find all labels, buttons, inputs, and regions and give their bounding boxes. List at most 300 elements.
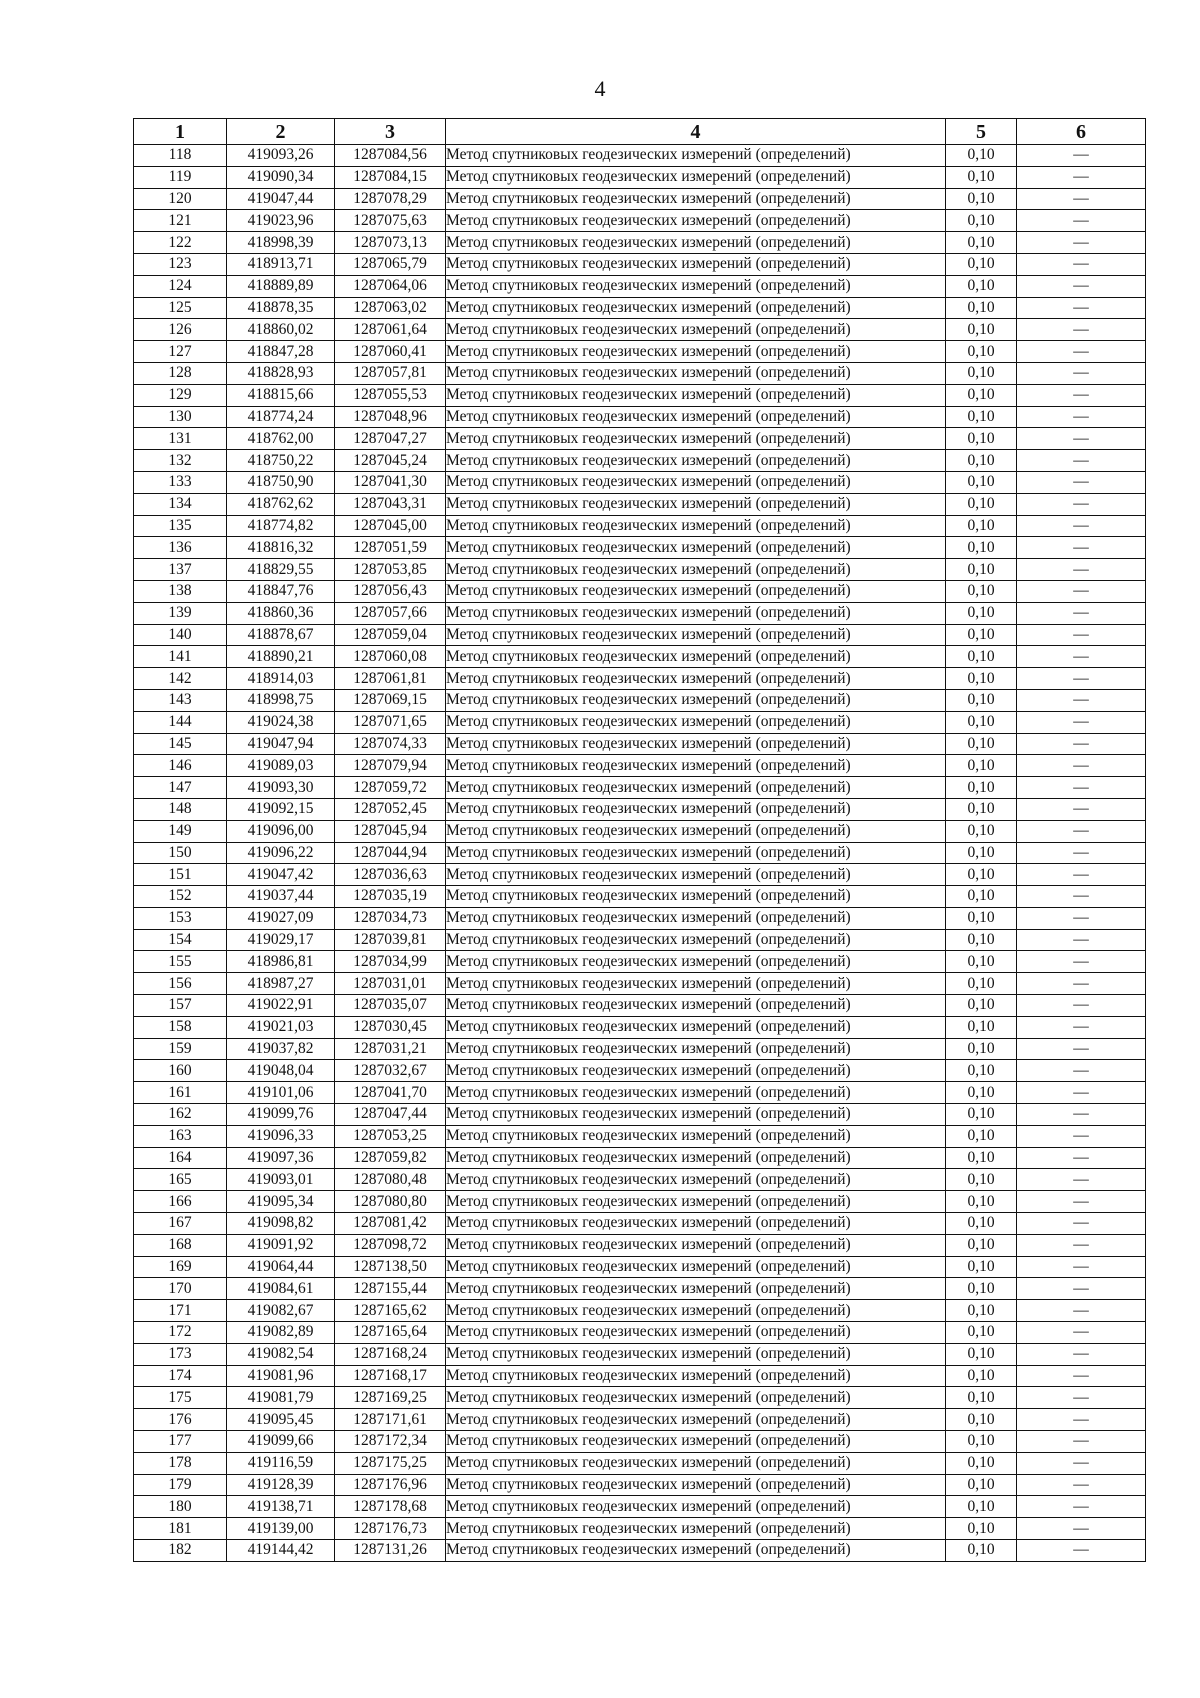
coordinate-x-cell: 418860,02: [227, 319, 335, 341]
note-cell: —: [1017, 1322, 1146, 1344]
table-header: [134, 119, 1146, 145]
coordinate-x-cell: 419093,01: [227, 1169, 335, 1191]
coordinate-y-cell: 1287073,13: [335, 232, 446, 254]
point-number-cell: 157: [134, 995, 227, 1017]
coordinate-x-cell: 418914,03: [227, 668, 335, 690]
table-row: [134, 1365, 1146, 1387]
accuracy-cell: 0,10: [946, 1409, 1017, 1431]
note-cell: —: [1017, 450, 1146, 472]
method-cell: Метод спутниковых геодезических измерений (определений): [446, 733, 946, 755]
coordinate-x-cell: 419098,82: [227, 1213, 335, 1235]
point-number-cell: 150: [134, 842, 227, 864]
point-number-cell: 140: [134, 624, 227, 646]
coordinate-x-cell: 419091,92: [227, 1234, 335, 1256]
note-cell: —: [1017, 1278, 1146, 1300]
coordinate-y-cell: 1287039,81: [335, 929, 446, 951]
method-cell: Метод спутниковых геодезических измерений (определений): [446, 406, 946, 428]
note-cell: —: [1017, 384, 1146, 406]
accuracy-cell: 0,10: [946, 646, 1017, 668]
coordinate-y-cell: 1287034,99: [335, 951, 446, 973]
point-number-cell: 119: [134, 166, 227, 188]
header-col-6: 6: [1017, 119, 1146, 145]
point-number-cell: 154: [134, 929, 227, 951]
header-row: [134, 119, 1146, 145]
note-cell: —: [1017, 210, 1146, 232]
method-cell: Метод спутниковых геодезических измерений (определений): [446, 929, 946, 951]
coordinate-x-cell: 418829,55: [227, 559, 335, 581]
coordinate-y-cell: 1287059,72: [335, 777, 446, 799]
coordinate-y-cell: 1287081,42: [335, 1213, 446, 1235]
table-row: [134, 755, 1146, 777]
note-cell: —: [1017, 428, 1146, 450]
note-cell: —: [1017, 1191, 1146, 1213]
point-number-cell: 144: [134, 711, 227, 733]
coordinate-y-cell: 1287084,56: [335, 145, 446, 167]
method-cell: Метод спутниковых геодезических измерений (определений): [446, 1147, 946, 1169]
coordinate-x-cell: 419027,09: [227, 907, 335, 929]
note-cell: —: [1017, 973, 1146, 995]
table-row: [134, 646, 1146, 668]
coordinate-x-cell: 418889,89: [227, 275, 335, 297]
point-number-cell: 169: [134, 1256, 227, 1278]
coordinate-y-cell: 1287069,15: [335, 689, 446, 711]
table-row: [134, 580, 1146, 602]
coordinate-x-cell: 419093,26: [227, 145, 335, 167]
accuracy-cell: 0,10: [946, 711, 1017, 733]
accuracy-cell: 0,10: [946, 559, 1017, 581]
method-cell: Метод спутниковых геодезических измерений (определений): [446, 493, 946, 515]
method-cell: Метод спутниковых геодезических измерений (определений): [446, 1191, 946, 1213]
method-cell: Метод спутниковых геодезических измерений (определений): [446, 341, 946, 363]
coordinate-y-cell: 1287074,33: [335, 733, 446, 755]
note-cell: —: [1017, 341, 1146, 363]
note-cell: —: [1017, 362, 1146, 384]
table-row: [134, 1322, 1146, 1344]
header-col-4: 4: [446, 119, 946, 145]
method-cell: Метод спутниковых геодезических измерений (определений): [446, 1300, 946, 1322]
point-number-cell: 127: [134, 341, 227, 363]
coordinate-x-cell: 419047,44: [227, 188, 335, 210]
point-number-cell: 129: [134, 384, 227, 406]
method-cell: Метод спутниковых геодезических измерений (определений): [446, 1322, 946, 1344]
coordinate-y-cell: 1287175,25: [335, 1452, 446, 1474]
method-cell: Метод спутниковых геодезических измерений (определений): [446, 1409, 946, 1431]
note-cell: —: [1017, 493, 1146, 515]
note-cell: —: [1017, 406, 1146, 428]
point-number-cell: 173: [134, 1343, 227, 1365]
header-col-1: 1: [134, 119, 227, 145]
accuracy-cell: 0,10: [946, 253, 1017, 275]
coordinate-y-cell: 1287041,70: [335, 1082, 446, 1104]
method-cell: Метод спутниковых геодезических измерений (определений): [446, 1540, 946, 1562]
accuracy-cell: 0,10: [946, 929, 1017, 951]
point-number-cell: 132: [134, 450, 227, 472]
coordinate-x-cell: 419116,59: [227, 1452, 335, 1474]
method-cell: Метод спутниковых геодезических измерений (определений): [446, 711, 946, 733]
accuracy-cell: 0,10: [946, 624, 1017, 646]
coordinate-x-cell: 419081,96: [227, 1365, 335, 1387]
coordinate-y-cell: 1287053,25: [335, 1125, 446, 1147]
note-cell: —: [1017, 537, 1146, 559]
accuracy-cell: 0,10: [946, 1431, 1017, 1453]
note-cell: —: [1017, 1082, 1146, 1104]
page-number: 4: [594, 76, 606, 101]
accuracy-cell: 0,10: [946, 1125, 1017, 1147]
coordinate-x-cell: 419144,42: [227, 1540, 335, 1562]
note-cell: —: [1017, 319, 1146, 341]
coordinate-x-cell: 418890,21: [227, 646, 335, 668]
table-row: [134, 1278, 1146, 1300]
table-row: [134, 559, 1146, 581]
accuracy-cell: 0,10: [946, 820, 1017, 842]
point-number-cell: 162: [134, 1104, 227, 1126]
coordinate-y-cell: 1287060,41: [335, 341, 446, 363]
point-number-cell: 149: [134, 820, 227, 842]
table-row: [134, 1082, 1146, 1104]
point-number-cell: 178: [134, 1452, 227, 1474]
note-cell: —: [1017, 559, 1146, 581]
coordinate-x-cell: 418828,93: [227, 362, 335, 384]
table-row: [134, 515, 1146, 537]
table-row: [134, 188, 1146, 210]
table-row: [134, 711, 1146, 733]
coordinate-x-cell: 418986,81: [227, 951, 335, 973]
coordinate-x-cell: 418998,39: [227, 232, 335, 254]
coordinate-y-cell: 1287131,26: [335, 1540, 446, 1562]
accuracy-cell: 0,10: [946, 1365, 1017, 1387]
point-number-cell: 166: [134, 1191, 227, 1213]
method-cell: Метод спутниковых геодезических измерений (определений): [446, 1104, 946, 1126]
coordinate-x-cell: 419082,54: [227, 1343, 335, 1365]
table-row: [134, 1540, 1146, 1562]
method-cell: Метод спутниковых геодезических измерений (определений): [446, 1474, 946, 1496]
point-number-cell: 121: [134, 210, 227, 232]
point-number-cell: 176: [134, 1409, 227, 1431]
coordinate-x-cell: 419101,06: [227, 1082, 335, 1104]
accuracy-cell: 0,10: [946, 864, 1017, 886]
coordinate-x-cell: 418847,28: [227, 341, 335, 363]
table-row: [134, 624, 1146, 646]
accuracy-cell: 0,10: [946, 886, 1017, 908]
note-cell: —: [1017, 820, 1146, 842]
note-cell: —: [1017, 646, 1146, 668]
table-row: [134, 471, 1146, 493]
method-cell: Метод спутниковых геодезических измерений (определений): [446, 755, 946, 777]
accuracy-cell: 0,10: [946, 537, 1017, 559]
note-cell: —: [1017, 1409, 1146, 1431]
coordinate-x-cell: 418998,75: [227, 689, 335, 711]
point-number-cell: 128: [134, 362, 227, 384]
note-cell: —: [1017, 1365, 1146, 1387]
coordinate-y-cell: 1287034,73: [335, 907, 446, 929]
coordinate-x-cell: 419092,15: [227, 798, 335, 820]
method-cell: Метод спутниковых геодезических измерений (определений): [446, 842, 946, 864]
note-cell: —: [1017, 929, 1146, 951]
coordinate-y-cell: 1287178,68: [335, 1496, 446, 1518]
accuracy-cell: 0,10: [946, 210, 1017, 232]
point-number-cell: 158: [134, 1016, 227, 1038]
coordinate-y-cell: 1287044,94: [335, 842, 446, 864]
table-row: [134, 842, 1146, 864]
coordinate-x-cell: 419084,61: [227, 1278, 335, 1300]
coordinate-x-cell: 418987,27: [227, 973, 335, 995]
coordinate-y-cell: 1287084,15: [335, 166, 446, 188]
note-cell: —: [1017, 1496, 1146, 1518]
coordinate-y-cell: 1287045,94: [335, 820, 446, 842]
point-number-cell: 125: [134, 297, 227, 319]
table-row: [134, 951, 1146, 973]
accuracy-cell: 0,10: [946, 145, 1017, 167]
point-number-cell: 179: [134, 1474, 227, 1496]
method-cell: Метод спутниковых геодезических измерений (определений): [446, 689, 946, 711]
coordinate-y-cell: 1287055,53: [335, 384, 446, 406]
accuracy-cell: 0,10: [946, 1213, 1017, 1235]
point-number-cell: 164: [134, 1147, 227, 1169]
accuracy-cell: 0,10: [946, 951, 1017, 973]
point-number-cell: 171: [134, 1300, 227, 1322]
accuracy-cell: 0,10: [946, 1540, 1017, 1562]
method-cell: Метод спутниковых геодезических измерений (определений): [446, 166, 946, 188]
accuracy-cell: 0,10: [946, 362, 1017, 384]
table-row: [134, 1474, 1146, 1496]
table-row: [134, 689, 1146, 711]
table-row: [134, 406, 1146, 428]
coordinate-y-cell: 1287043,31: [335, 493, 446, 515]
coordinate-y-cell: 1287165,62: [335, 1300, 446, 1322]
note-cell: —: [1017, 253, 1146, 275]
note-cell: —: [1017, 1300, 1146, 1322]
coordinate-y-cell: 1287052,45: [335, 798, 446, 820]
accuracy-cell: 0,10: [946, 995, 1017, 1017]
point-number-cell: 135: [134, 515, 227, 537]
coordinate-y-cell: 1287057,66: [335, 602, 446, 624]
point-number-cell: 139: [134, 602, 227, 624]
coordinate-y-cell: 1287059,04: [335, 624, 446, 646]
method-cell: Метод спутниковых геодезических измерений (определений): [446, 973, 946, 995]
coordinate-x-cell: 419037,82: [227, 1038, 335, 1060]
point-number-cell: 134: [134, 493, 227, 515]
coordinate-x-cell: 418878,67: [227, 624, 335, 646]
coordinate-y-cell: 1287075,63: [335, 210, 446, 232]
coordinate-y-cell: 1287071,65: [335, 711, 446, 733]
point-number-cell: 122: [134, 232, 227, 254]
note-cell: —: [1017, 232, 1146, 254]
coordinate-y-cell: 1287063,02: [335, 297, 446, 319]
point-number-cell: 161: [134, 1082, 227, 1104]
point-number-cell: 152: [134, 886, 227, 908]
table-row: [134, 886, 1146, 908]
note-cell: —: [1017, 886, 1146, 908]
coordinate-x-cell: 419082,67: [227, 1300, 335, 1322]
method-cell: Метод спутниковых геодезических измерений (определений): [446, 646, 946, 668]
point-number-cell: 141: [134, 646, 227, 668]
accuracy-cell: 0,10: [946, 1016, 1017, 1038]
accuracy-cell: 0,10: [946, 1082, 1017, 1104]
coordinate-y-cell: 1287079,94: [335, 755, 446, 777]
coordinate-x-cell: 419093,30: [227, 777, 335, 799]
accuracy-cell: 0,10: [946, 1496, 1017, 1518]
table-row: [134, 232, 1146, 254]
accuracy-cell: 0,10: [946, 450, 1017, 472]
method-cell: Метод спутниковых геодезических измерений (определений): [446, 886, 946, 908]
accuracy-cell: 0,10: [946, 755, 1017, 777]
accuracy-cell: 0,10: [946, 1060, 1017, 1082]
table-row: [134, 1387, 1146, 1409]
header-col-2: 2: [227, 119, 335, 145]
method-cell: Метод спутниковых геодезических измерений (определений): [446, 559, 946, 581]
accuracy-cell: 0,10: [946, 471, 1017, 493]
point-number-cell: 143: [134, 689, 227, 711]
coordinate-x-cell: 419139,00: [227, 1518, 335, 1540]
accuracy-cell: 0,10: [946, 1343, 1017, 1365]
note-cell: —: [1017, 1343, 1146, 1365]
coordinate-x-cell: 419082,89: [227, 1322, 335, 1344]
note-cell: —: [1017, 1431, 1146, 1453]
method-cell: Метод спутниковых геодезических измерений (определений): [446, 537, 946, 559]
table-row: [134, 537, 1146, 559]
header-col-5: 5: [946, 119, 1017, 145]
method-cell: Метод спутниковых геодезических измерений (определений): [446, 1496, 946, 1518]
point-number-cell: 137: [134, 559, 227, 581]
method-cell: Метод спутниковых геодезических измерений (определений): [446, 1234, 946, 1256]
coordinate-x-cell: 419099,76: [227, 1104, 335, 1126]
table-row: [134, 1125, 1146, 1147]
coordinate-y-cell: 1287045,00: [335, 515, 446, 537]
note-cell: —: [1017, 777, 1146, 799]
point-number-cell: 160: [134, 1060, 227, 1082]
method-cell: Метод спутниковых геодезических измерений (определений): [446, 864, 946, 886]
note-cell: —: [1017, 1147, 1146, 1169]
table-row: [134, 777, 1146, 799]
coordinate-y-cell: 1287035,07: [335, 995, 446, 1017]
note-cell: —: [1017, 668, 1146, 690]
accuracy-cell: 0,10: [946, 580, 1017, 602]
coordinate-y-cell: 1287059,82: [335, 1147, 446, 1169]
accuracy-cell: 0,10: [946, 384, 1017, 406]
coordinate-y-cell: 1287056,43: [335, 580, 446, 602]
table-row: [134, 1300, 1146, 1322]
method-cell: Метод спутниковых геодезических измерений (определений): [446, 428, 946, 450]
point-number-cell: 163: [134, 1125, 227, 1147]
method-cell: Метод спутниковых геодезических измерений (определений): [446, 1125, 946, 1147]
table-row: [134, 1234, 1146, 1256]
point-number-cell: 148: [134, 798, 227, 820]
method-cell: Метод спутниковых геодезических измерений (определений): [446, 602, 946, 624]
point-number-cell: 159: [134, 1038, 227, 1060]
coordinate-y-cell: 1287053,85: [335, 559, 446, 581]
accuracy-cell: 0,10: [946, 1387, 1017, 1409]
table-row: [134, 929, 1146, 951]
accuracy-cell: 0,10: [946, 341, 1017, 363]
note-cell: —: [1017, 1540, 1146, 1562]
coordinate-y-cell: 1287036,63: [335, 864, 446, 886]
coordinate-x-cell: 419081,79: [227, 1387, 335, 1409]
point-number-cell: 126: [134, 319, 227, 341]
coordinate-y-cell: 1287047,27: [335, 428, 446, 450]
coordinate-y-cell: 1287057,81: [335, 362, 446, 384]
accuracy-cell: 0,10: [946, 1474, 1017, 1496]
method-cell: Метод спутниковых геодезических измерений (определений): [446, 1387, 946, 1409]
accuracy-cell: 0,10: [946, 1322, 1017, 1344]
coordinate-y-cell: 1287061,64: [335, 319, 446, 341]
note-cell: —: [1017, 1169, 1146, 1191]
coordinate-x-cell: 419096,33: [227, 1125, 335, 1147]
method-cell: Метод спутниковых геодезических измерений (определений): [446, 232, 946, 254]
coordinate-y-cell: 1287168,24: [335, 1343, 446, 1365]
method-cell: Метод спутниковых геодезических измерений (определений): [446, 820, 946, 842]
accuracy-cell: 0,10: [946, 1256, 1017, 1278]
table-row: [134, 1147, 1146, 1169]
method-cell: Метод спутниковых геодезических измерений (определений): [446, 995, 946, 1017]
table-row: [134, 1452, 1146, 1474]
coordinate-x-cell: 419090,34: [227, 166, 335, 188]
coordinate-y-cell: 1287165,64: [335, 1322, 446, 1344]
coordinate-x-cell: 419096,00: [227, 820, 335, 842]
method-cell: Метод спутниковых геодезических измерений (определений): [446, 471, 946, 493]
note-cell: —: [1017, 145, 1146, 167]
coordinate-y-cell: 1287031,21: [335, 1038, 446, 1060]
coordinate-x-cell: 419024,38: [227, 711, 335, 733]
method-cell: Метод спутниковых геодезических измерений (определений): [446, 777, 946, 799]
table-row: [134, 253, 1146, 275]
table-row: [134, 798, 1146, 820]
point-number-cell: 165: [134, 1169, 227, 1191]
point-number-cell: 120: [134, 188, 227, 210]
accuracy-cell: 0,10: [946, 1452, 1017, 1474]
coordinate-y-cell: 1287176,96: [335, 1474, 446, 1496]
coordinate-x-cell: 419022,91: [227, 995, 335, 1017]
coordinate-x-cell: 419096,22: [227, 842, 335, 864]
coordinate-y-cell: 1287169,25: [335, 1387, 446, 1409]
accuracy-cell: 0,10: [946, 166, 1017, 188]
coordinates-table: [133, 118, 1146, 1562]
point-number-cell: 123: [134, 253, 227, 275]
table-row: [134, 1518, 1146, 1540]
method-cell: Метод спутниковых геодезических измерений (определений): [446, 210, 946, 232]
note-cell: —: [1017, 1387, 1146, 1409]
note-cell: —: [1017, 166, 1146, 188]
coordinate-y-cell: 1287051,59: [335, 537, 446, 559]
coordinate-y-cell: 1287045,24: [335, 450, 446, 472]
coordinate-x-cell: 419047,94: [227, 733, 335, 755]
table-row: [134, 428, 1146, 450]
accuracy-cell: 0,10: [946, 1104, 1017, 1126]
method-cell: Метод спутниковых геодезических измерений (определений): [446, 384, 946, 406]
point-number-cell: 118: [134, 145, 227, 167]
method-cell: Метод спутниковых геодезических измерений (определений): [446, 188, 946, 210]
note-cell: —: [1017, 515, 1146, 537]
point-number-cell: 175: [134, 1387, 227, 1409]
coordinate-x-cell: 419097,36: [227, 1147, 335, 1169]
accuracy-cell: 0,10: [946, 515, 1017, 537]
note-cell: —: [1017, 995, 1146, 1017]
coordinate-y-cell: 1287080,48: [335, 1169, 446, 1191]
method-cell: Метод спутниковых геодезических измерений (определений): [446, 1431, 946, 1453]
note-cell: —: [1017, 711, 1146, 733]
accuracy-cell: 0,10: [946, 798, 1017, 820]
note-cell: —: [1017, 580, 1146, 602]
table-row: [134, 297, 1146, 319]
point-number-cell: 155: [134, 951, 227, 973]
method-cell: Метод спутниковых геодезических измерений (определений): [446, 1082, 946, 1104]
accuracy-cell: 0,10: [946, 668, 1017, 690]
method-cell: Метод спутниковых геодезических измерений (определений): [446, 515, 946, 537]
table-row: [134, 1409, 1146, 1431]
method-cell: Метод спутниковых геодезических измерений (определений): [446, 1452, 946, 1474]
table-row: [134, 493, 1146, 515]
accuracy-cell: 0,10: [946, 319, 1017, 341]
method-cell: Метод спутниковых геодезических измерений (определений): [446, 1213, 946, 1235]
